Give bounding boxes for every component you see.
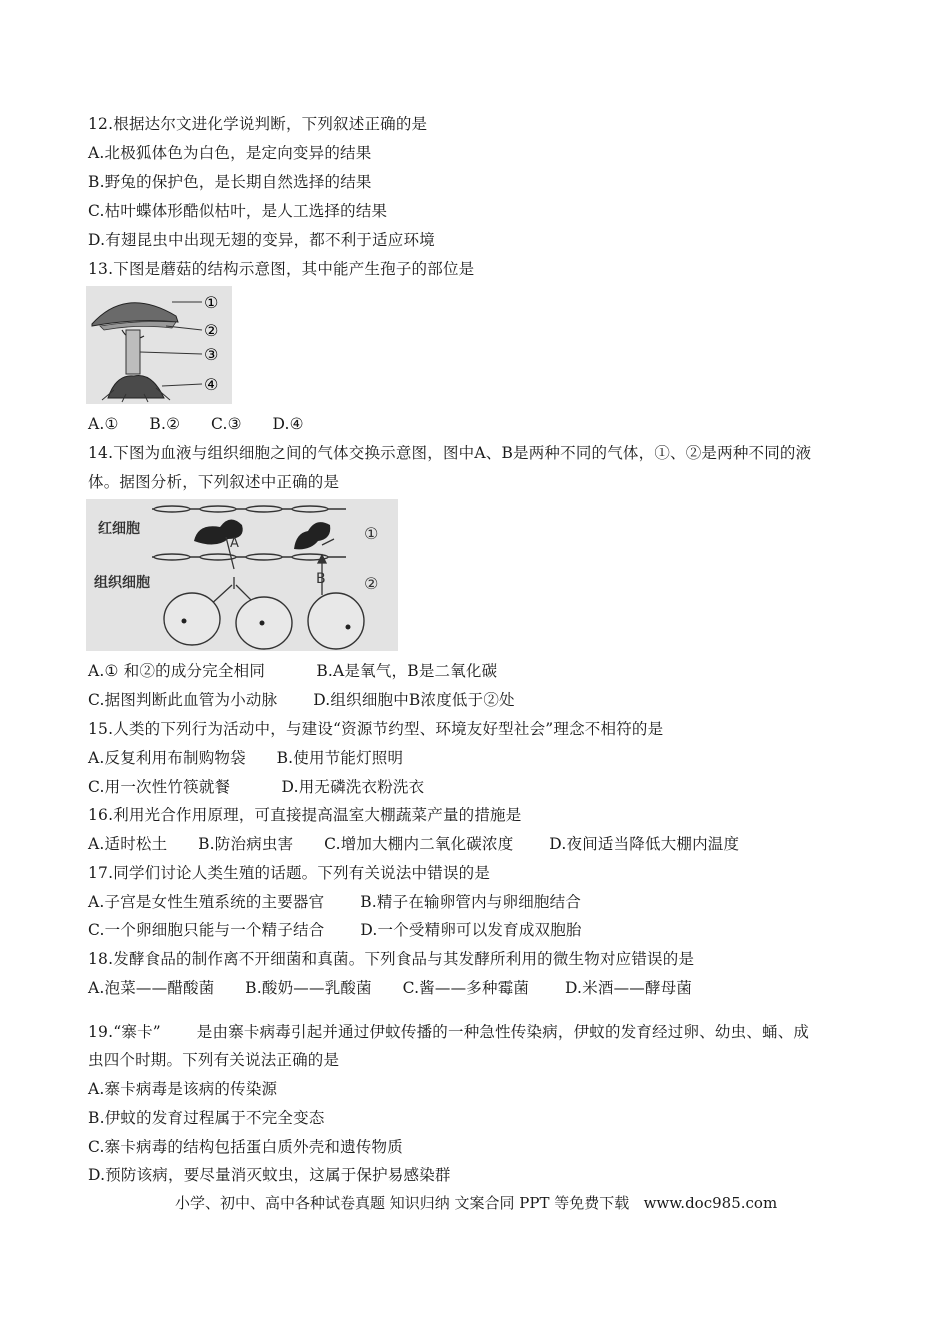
q15-options-row1: A.反复利用布制购物袋 B.使用节能灯照明 bbox=[88, 749, 404, 767]
page-footer: 小学、初中、高中各种试卷真题 知识归纳 文案合同 PPT 等免费下载 www.doc985.com bbox=[175, 1194, 778, 1212]
q13-stem: 13.下图是蘑菇的结构示意图，其中能产生孢子的部位是 bbox=[88, 260, 475, 278]
q17-options-row2: C.一个卵细胞只能与一个精子结合 D.一个受精卵可以发育成双胞胎 bbox=[88, 921, 582, 939]
q16-options: A.适时松土 B.防治病虫害 C.增加大棚内二氧化碳浓度 D.夜间适当降低大棚内温度 bbox=[88, 835, 740, 853]
fluid-2-label: ② bbox=[364, 574, 379, 593]
gas-exchange-diagram bbox=[86, 499, 398, 651]
fluid-1-label: ① bbox=[364, 524, 379, 543]
mushroom-figure bbox=[86, 286, 232, 404]
label-1: ① bbox=[204, 293, 219, 312]
q17-stem: 17.同学们讨论人类生殖的话题。下列有关说法中错误的是 bbox=[88, 864, 491, 882]
mushroom-diagram bbox=[86, 286, 232, 404]
q19-option-a: A.寨卡病毒是该病的传染源 bbox=[88, 1080, 278, 1098]
gas-b-label: B bbox=[316, 571, 326, 587]
q19-option-d: D.预防该病，要尽量消灭蚊虫，这属于保护易感染群 bbox=[88, 1166, 451, 1184]
q12-option-d: D.有翅昆虫中出现无翅的变异，都不利于适应环境 bbox=[88, 231, 435, 249]
q12-option-b: B.野兔的保护色，是长期自然选择的结果 bbox=[88, 173, 372, 191]
label-2: ② bbox=[204, 321, 219, 340]
q14-options-row1: A.① 和②的成分完全相同 B.A是氧气，B是二氧化碳 bbox=[88, 662, 498, 680]
q19-stem-line2: 虫四个时期。下列有关说法正确的是 bbox=[88, 1051, 340, 1069]
q15-options-row2: C.用一次性竹筷就餐 D.用无磷洗衣粉洗衣 bbox=[88, 778, 425, 796]
tissue-cell-label: 组织细胞 bbox=[94, 575, 150, 591]
gas-a-label: A bbox=[230, 536, 239, 551]
gas-exchange-figure bbox=[86, 499, 398, 651]
q14-stem-line2: 体。据图分析，下列叙述中正确的是 bbox=[88, 473, 340, 491]
q19-option-c: C.寨卡病毒的结构包括蛋白质外壳和遗传物质 bbox=[88, 1138, 403, 1156]
q12-option-a: A.北极狐体色为白色，是定向变异的结果 bbox=[88, 144, 372, 162]
q14-stem-line1: 14.下图为血液与组织细胞之间的气体交换示意图，图中A、B是两种不同的气体，①、②是两种不同的液 bbox=[88, 444, 812, 462]
red-cell-label: 红细胞 bbox=[98, 521, 140, 537]
q19-option-b: B.伊蚊的发育过程属于不完全变态 bbox=[88, 1109, 325, 1127]
q14-options-row2: C.据图判断此血管为小动脉 D.组织细胞中B浓度低于②处 bbox=[88, 691, 515, 709]
q18-options: A.泡菜——醋酸菌 B.酸奶——乳酸菌 C.酱——多种霉菌 D.米酒——酵母菌 bbox=[88, 979, 693, 997]
q13-options: A.① B.② C.③ D.④ bbox=[88, 415, 304, 433]
q12-option-c: C.枯叶蝶体形酷似枯叶，是人工选择的结果 bbox=[88, 202, 388, 220]
q18-stem: 18.发酵食品的制作离不开细菌和真菌。下列食品与其发酵所利用的微生物对应错误的是 bbox=[88, 950, 695, 968]
label-3: ③ bbox=[204, 345, 219, 364]
q19-stem-line1: 19.“寨卡” 是由寨卡病毒引起并通过伊蚊传播的一种急性传染病，伊蚊的发育经过卵、幼虫、蛹、成 bbox=[88, 1023, 810, 1041]
label-4: ④ bbox=[204, 375, 219, 394]
q12-stem: 12.根据达尔文进化学说判断，下列叙述正确的是 bbox=[88, 115, 428, 133]
q16-stem: 16.利用光合作用原理，可直接提高温室大棚蔬菜产量的措施是 bbox=[88, 806, 522, 824]
q17-options-row1: A.子宫是女性生殖系统的主要器官 B.精子在输卵管内与卵细胞结合 bbox=[88, 893, 582, 911]
q15-stem: 15.人类的下列行为活动中，与建设“资源节约型、环境友好型社会”理念不相符的是 bbox=[88, 720, 664, 738]
